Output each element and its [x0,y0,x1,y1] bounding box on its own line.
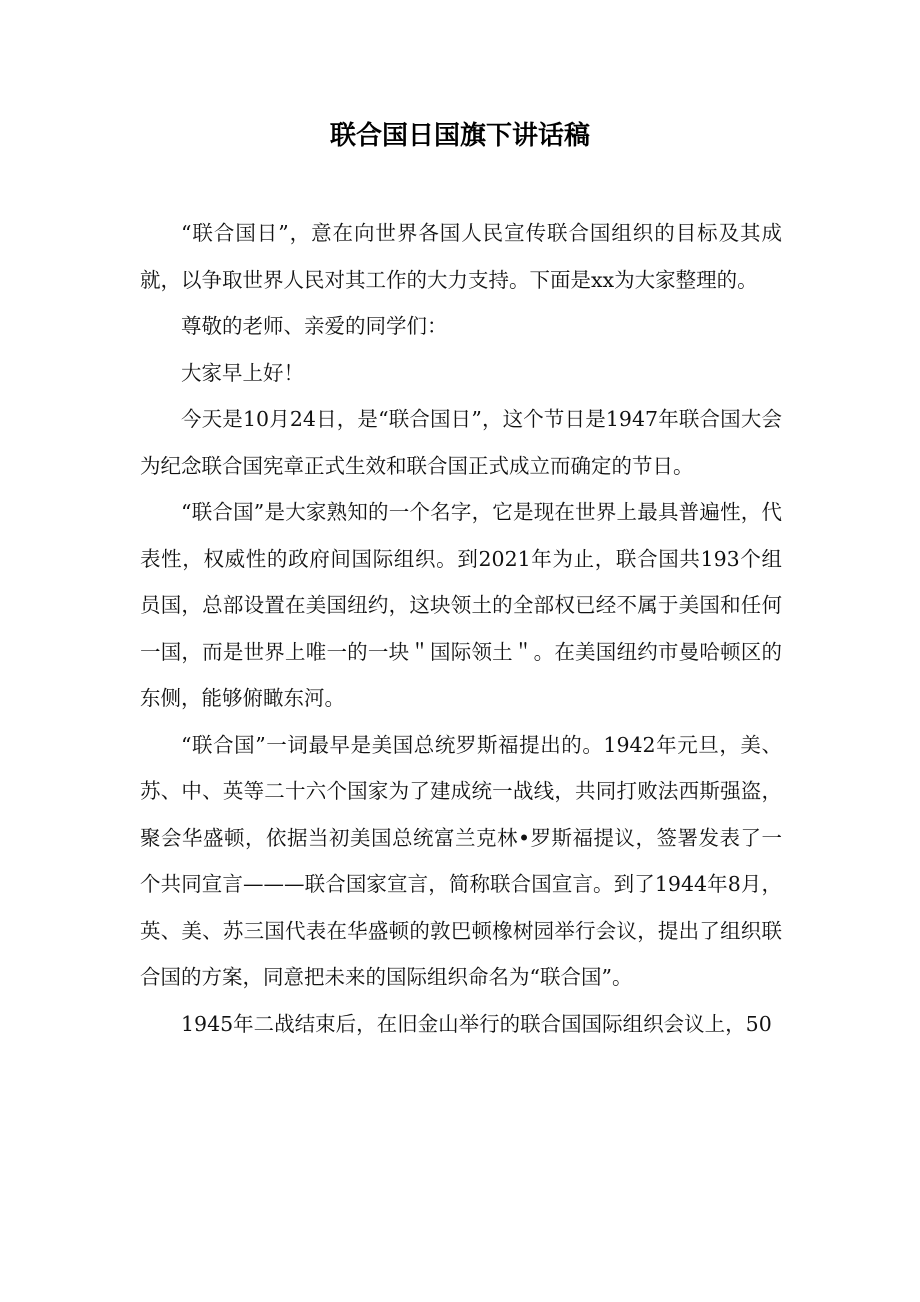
paragraph-intro: “联合国日”，意在向世界各国人民宣传联合国组织的目标及其成就，以争取世界人民对其工作的大力支持。下面是xx为大家整理的。 [140,221,782,292]
document-title: 联合国日国旗下讲话稿 [329,121,590,151]
paragraph-un-overview: “联合国”是大家熟知的一个名字，它是现在世界上最具普遍性，代表性，权威性的政府间国际组织。到2021年为止，联合国共193个组员国，总部设置在美国纽约，这块领土的全部权已经不属于美国和任何一国，而是世界上唯一的一块＂国际领土＂。在美国纽约市曼哈顿区的东侧，能够俯瞰东河。 [140,500,782,710]
document-body [140,210,782,1047]
paragraph-date: 今天是10月24日，是“联合国日”，这个节日是1947年联合国大会为纪念联合国宪章正式生效和联合国正式成立而确定的节日。 [140,407,782,478]
paragraph-greeting: 大家早上好！ [181,360,304,385]
paragraph-1945: 1945年二战结束后，在旧金山举行的联合国国际组织会议上，50 [181,1011,772,1036]
paragraph-un-history: “联合国”一词最早是美国总统罗斯福提出的。1942年元旦，美、苏、中、英等二十六个国家为了建成统一战线，共同打败法西斯强盗，聚会华盛顿，依据当初美国总统富兰克林•罗斯福提议，签署发表了一个共同宣言———联合国家宣言，简称联合国宣言。到了1944年8月，英、美、苏三国代表在华盛顿的敦巴顿橡树园举行会议，提出了组织联合国的方案，同意把未来的国际组织命名为“联合国”。 [140,732,782,989]
paragraph-salutation: 尊敬的老师、亲爱的同学们： [181,314,448,338]
